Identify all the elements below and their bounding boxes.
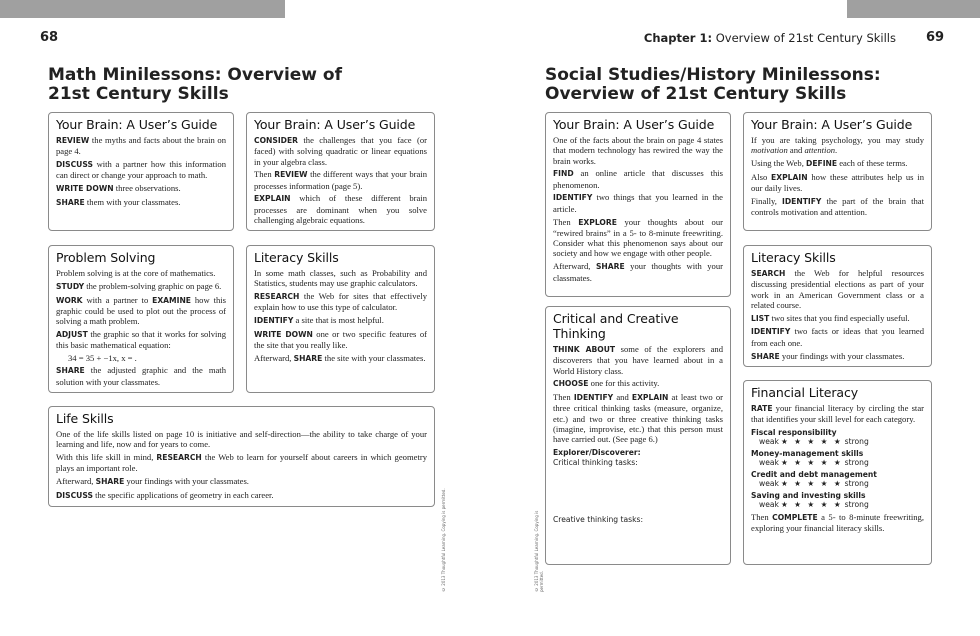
category-label: Fiscal responsibility [751, 427, 837, 437]
box-heading: Your Brain: A User’s Guide [751, 117, 913, 132]
left-page-number: 68 [40, 30, 59, 45]
math-brain-box: Your Brain: A User’s Guide REVIEW the myths and facts about the brain on page 4. DISCUSS with a partner how this information can direct or change your approach to math. WRITE DOWN three observations. SHARE them with your classmates. [48, 112, 234, 231]
category-label: Money-management skills [751, 448, 864, 458]
right-page-number: 69 [926, 30, 945, 45]
rating-row: weak ★ ★ ★ ★ ★ strong [759, 499, 869, 509]
box-heading: Life Skills [56, 411, 114, 426]
box-heading: Literacy Skills [254, 250, 339, 265]
history-brain-box: Your Brain: A User’s Guide One of the facts about the brain on page 4 states that modern technology has rewired the way the brain works. FIND an online article that discusses this phenomenon. IDENTIFY two things that you learned in the article. Then EXPLORE your thoughts about our “rewired brains” in a 5- to 8-minute freewriting. Consider what this phenomenon says about our society and how we engage with other people. Afterward, SHARE your thoughts with your classmates. [545, 112, 731, 297]
box-heading: Literacy Skills [751, 250, 836, 265]
psychology-brain-box: Your Brain: A User’s Guide If you are taking psychology, you may study motivation and attention. Using the Web, DEFINE each of these terms. Also EXPLAIN how these attributes help us in our daily lives. Finally, IDENTIFY the part of the brain that controls motivation and attention. [743, 112, 932, 231]
right-header-tab [847, 0, 980, 18]
box-heading: Your Brain: A User’s Guide [254, 117, 416, 132]
left-page-title: Math Minilessons: Overview of 21st Century Skills [48, 65, 343, 104]
math-literacy-box: Literacy Skills In some math classes, such as Probability and Statistics, students may use graphic calculators. RESEARCH the Web for sites that effectively explain how to use this type of calculator. IDENTIFY a site that is most helpful. WRITE DOWN one or two specific features of the site that you really like. Afterward, SHARE the site with your classmates. [246, 245, 435, 393]
box-heading: Your Brain: A User’s Guide [553, 117, 715, 132]
star-icon[interactable]: ★ ★ ★ ★ ★ [780, 478, 843, 488]
rating-row: weak ★ ★ ★ ★ ★ strong [759, 457, 869, 467]
math-brain-box-2: Your Brain: A User’s Guide CONSIDER the challenges that you face (or faced) with solving quadratic or linear equations in your algebra class. Then REVIEW the different ways that your brain processes information (page 5). EXPLAIN which of these different brain processes are dominant when you solve challenging algebraic equations. [246, 112, 435, 231]
explorer-label: Explorer/Discoverer: [553, 447, 641, 457]
box-heading: Your Brain: A User’s Guide [56, 117, 218, 132]
star-icon[interactable]: ★ ★ ★ ★ ★ [780, 499, 843, 509]
box-heading: Financial Literacy [751, 385, 859, 400]
star-icon[interactable]: ★ ★ ★ ★ ★ [780, 436, 843, 446]
category-label: Credit and debt management [751, 469, 877, 479]
category-label: Saving and investing skills [751, 490, 866, 500]
rating-row: weak ★ ★ ★ ★ ★ strong [759, 436, 869, 446]
critical-thinking-box: Critical and Creative Thinking THINK ABOUT some of the explorers and discoverers that you have learned about in a World History class. CHOOSE one for this activity. Then IDENTIFY and EXPLAIN at least two or three critical thinking tasks (measure, organize, etc.) and two or three creative thinking tasks (imagine, improvise, etc.) that this person must have carried out. (See page 6.) Explorer/Discoverer: Critical thinking tasks: Creative thinking tasks: [545, 306, 731, 565]
right-page-title: Social Studies/History Minilessons: Overview of 21st Century Skills [545, 65, 881, 104]
financial-literacy-box: Financial Literacy RATE your financial literacy by circling the star that identifies your skill level for each category. Fiscal responsibility weak ★ ★ ★ ★ ★ strong Money-management skills weak ★ ★ ★ ★ ★ strong Credit and debt management weak ★ ★ ★ ★ ★ strong Saving and investing skills weak ★ ★ ★ ★ ★ strong Then COMPLETE a 5- to 8-minute freewriting, exploring your financial literacy skills. [743, 380, 932, 565]
life-skills-box: Life Skills One of the life skills listed on page 10 is initiative and self-direction—the ability to take charge of your learning and life, now and for years to come. With this life skill in mind, RESEARCH the Web to learn for yourself about careers in which geometry plays an important role. Afterward, SHARE your findings with your classmates. DISCUSS the specific applications of geometry in each career. [48, 406, 435, 507]
star-icon[interactable]: ★ ★ ★ ★ ★ [780, 457, 843, 467]
box-heading: Critical and Creative Thinking [553, 311, 679, 341]
right-copyright: © 2013 Thoughtful Learning. Copying is permitted. [534, 510, 544, 592]
creative-tasks-field: Creative thinking tasks: [553, 514, 644, 524]
equation: 34 = 35 + −1x, x = . [68, 353, 137, 364]
history-literacy-box: Literacy Skills SEARCH the Web for helpful resources discussing presidential elections as part of your work in an American Government class or a related course. LIST two sites that you find especially useful. IDENTIFY two facts or ideas that you learned from each one. SHARE your findings with your classmates. [743, 245, 932, 367]
rating-row: weak ★ ★ ★ ★ ★ strong [759, 478, 869, 488]
critical-tasks-field: Critical thinking tasks: [553, 457, 638, 467]
left-copyright: © 2013 Thoughtful Learning. Copying is permitted. [441, 488, 446, 592]
chapter-header: Chapter 1: Overview of 21st Century Skills [643, 31, 896, 45]
box-heading: Problem Solving [56, 250, 156, 265]
problem-solving-box: Problem Solving Problem solving is at the core of mathematics. STUDY the problem-solving graphic on page 6. WORK with a partner to EXAMINE how this graphic could be used to plot out the process of solving a math problem. ADJUST the graphic so that it works for solving this basic mathematical equation: 34 = 35 + −1x, x = . SHARE the adjusted graphic and the math solution with your classmates. [48, 245, 234, 393]
left-header-tab [0, 0, 285, 18]
